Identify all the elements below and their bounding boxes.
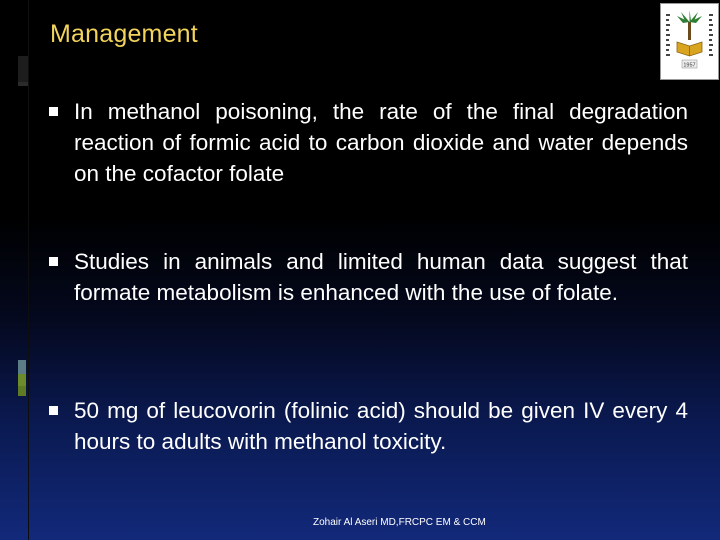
king-saud-university-emblem-icon: [661, 4, 718, 79]
square-bullet-icon: [49, 406, 58, 415]
bullet-item: [48, 246, 688, 308]
left-accent-block-dark: [18, 56, 28, 82]
square-bullet-icon: [49, 107, 58, 116]
bullet-item: [48, 96, 688, 189]
left-accent-block-grey: [18, 360, 26, 374]
bullet-text: 50 mg of leucovorin (folinic acid) should be given IV every 4 hours to adults with methanol toxicity.: [74, 398, 688, 454]
bullet-text: Studies in animals and limited human data suggest that formate metabolism is enhanced with the use of folate.: [74, 249, 688, 305]
svg-text:1957: 1957: [683, 62, 696, 69]
slide-title: Management: [50, 20, 198, 48]
left-border-line: [28, 0, 29, 540]
left-accent-block-green: [18, 374, 26, 386]
left-accent-block-green-lower: [18, 386, 26, 396]
university-logo: [660, 3, 719, 80]
slide-footer: Zohair Al Aseri MD,FRCPC EM & CCM: [313, 517, 486, 528]
bullet-text: In methanol poisoning, the rate of the final degradation reaction of formic acid to carbon dioxide and water depends on the cofactor folate: [74, 99, 688, 186]
bullet-item: [48, 395, 688, 457]
square-bullet-icon: [49, 257, 58, 266]
left-accent-block-dark-lower: [18, 82, 28, 86]
